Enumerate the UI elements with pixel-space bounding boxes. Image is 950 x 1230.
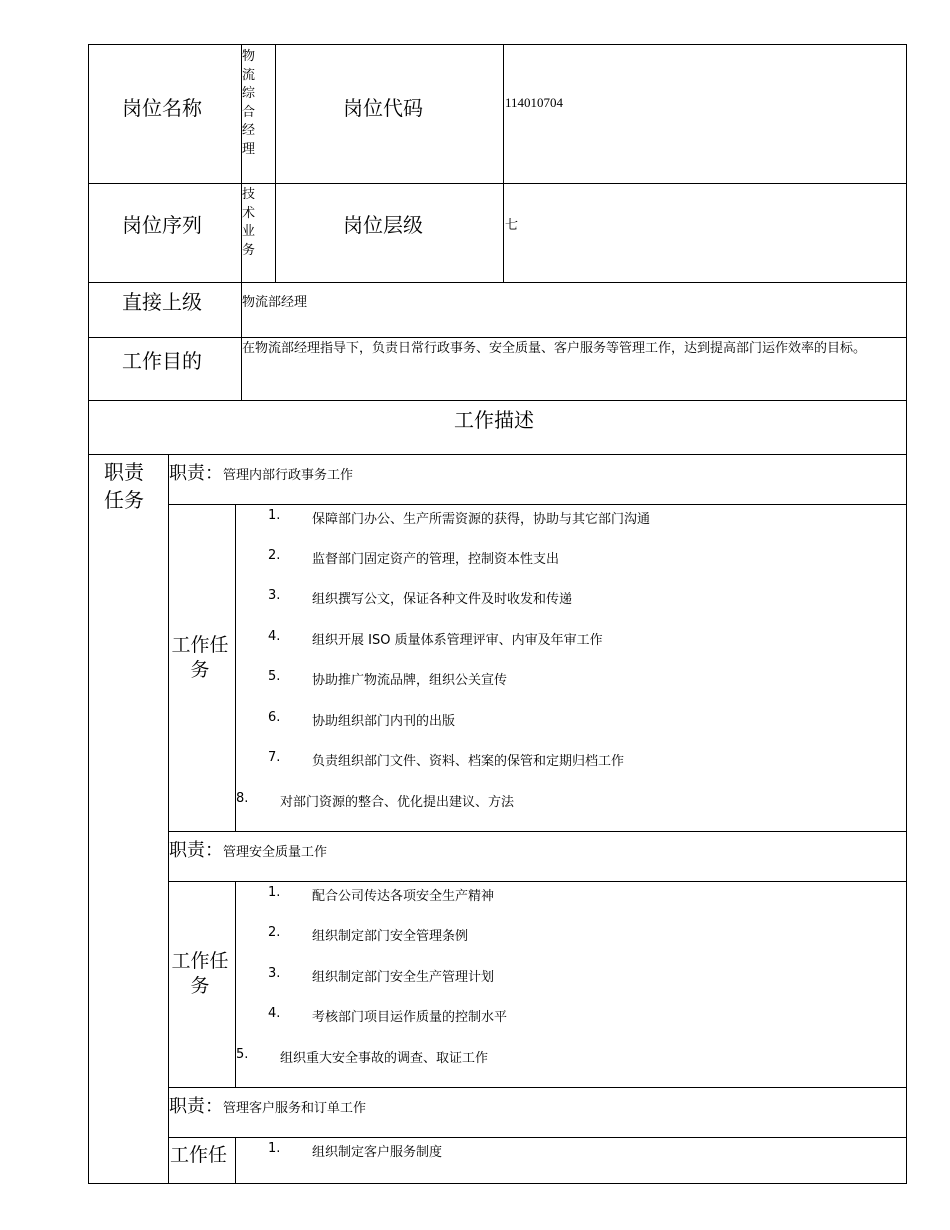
responsibility-prefix: 职责：: [169, 1096, 223, 1117]
label-job-purpose: 工作目的: [122, 349, 202, 373]
task-text: 组织开展 ISO 质量体系管理评审、内审及年审工作: [312, 633, 603, 648]
task-text: 组织制定部门安全管理条例: [312, 929, 469, 944]
task-text: 保障部门办公、生产所需资源的获得，协助与其它部门沟通: [312, 512, 651, 527]
label-work-tasks-1: 工作任务: [171, 634, 229, 681]
responsibility-text: 管理客户服务和订单工作: [223, 1101, 367, 1116]
task-text: 对部门资源的整合、优化提出建议、方法: [280, 795, 515, 810]
task-text: 组织重大安全事故的调查、取证工作: [280, 1051, 489, 1066]
task-number: 4.: [268, 629, 281, 644]
value-position-name: 物流综合经理: [242, 49, 256, 157]
task-number: 3.: [268, 966, 281, 981]
value-position-level: 七: [505, 218, 519, 233]
value-position-code: 114010704: [505, 95, 564, 110]
task-number: 5.: [268, 669, 281, 684]
value-direct-superior: 物流部经理: [242, 295, 308, 310]
task-number: 6.: [268, 710, 281, 725]
task-number: 4.: [268, 1006, 281, 1021]
task-number: 8.: [236, 791, 249, 806]
task-number: 2.: [268, 925, 281, 940]
task-number: 2.: [268, 548, 281, 563]
label-duties-tasks: 职责任务: [104, 460, 144, 512]
label-position-name: 岗位名称: [122, 96, 202, 120]
value-job-purpose: 在物流部经理指导下，负责日常行政事务、安全质量、客户服务等管理工作，达到提高部门运作效率的目标。: [242, 341, 867, 356]
label-position-code: 岗位代码: [343, 96, 423, 120]
responsibility-prefix: 职责：: [169, 840, 223, 861]
task-number: 1.: [268, 885, 281, 900]
label-work-tasks-3: 工作任: [170, 1144, 228, 1166]
value-position-series: 技术业务: [242, 187, 256, 258]
task-text: 协助组织部门内刊的出版: [312, 714, 456, 729]
task-text: 监督部门固定资产的管理，控制资本性支出: [312, 552, 560, 567]
responsibility-prefix: 职责：: [169, 463, 223, 484]
responsibility-3-title: [169, 1092, 366, 1118]
label-position-series: 岗位序列: [122, 213, 202, 237]
task-number: 1.: [268, 508, 281, 523]
section-title-job-description: 工作描述: [454, 408, 534, 432]
task-number: 3.: [268, 588, 281, 603]
responsibility-2-title: [169, 836, 327, 862]
task-number: 5.: [236, 1047, 249, 1062]
responsibility-text: 管理安全质量工作: [223, 845, 328, 860]
task-text: 组织制定部门安全生产管理计划: [312, 970, 495, 985]
task-number: 1.: [268, 1141, 281, 1156]
label-direct-superior: 直接上级: [122, 290, 202, 314]
task-text: 配合公司传达各项安全生产精神: [312, 889, 495, 904]
responsibility-text: 管理内部行政事务工作: [223, 468, 354, 483]
label-work-tasks-2: 工作任务: [171, 950, 229, 997]
label-position-level: 岗位层级: [343, 213, 423, 237]
task-text: 考核部门项目运作质量的控制水平: [312, 1010, 508, 1025]
responsibility-1-title: [169, 459, 353, 485]
task-text: 组织制定客户服务制度: [312, 1145, 443, 1160]
task-number: 7.: [268, 750, 281, 765]
task-text: 组织撰写公文，保证各种文件及时收发和传递: [312, 592, 573, 607]
task-text: 负责组织部门文件、资料、档案的保管和定期归档工作: [312, 754, 625, 769]
task-text: 协助推广物流品牌，组织公关宣传: [312, 673, 508, 688]
